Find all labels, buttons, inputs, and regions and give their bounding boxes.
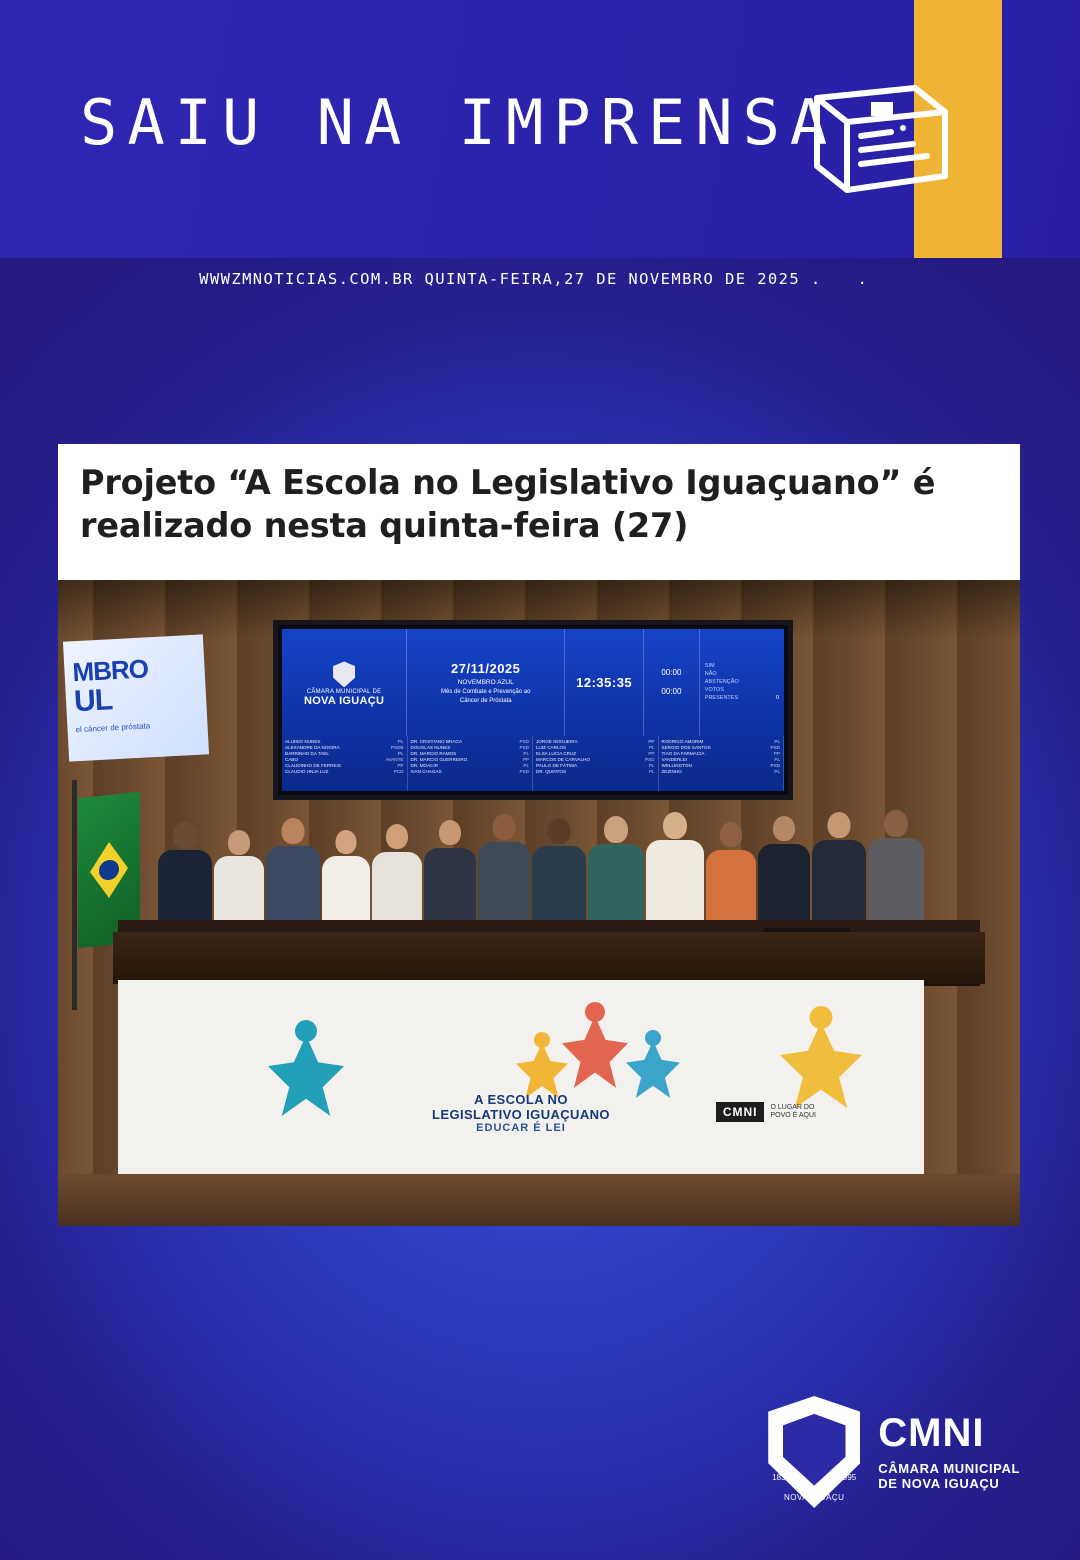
footer-logo — [768, 1396, 1020, 1508]
rollcall-party: PSD — [770, 744, 780, 750]
vote-row — [705, 687, 779, 693]
plenary-display — [273, 620, 793, 800]
banner-figure-teal — [268, 1020, 344, 1116]
vote-row — [705, 671, 779, 677]
vote-label: ABSTENÇÃO — [704, 679, 739, 686]
person-head — [604, 816, 628, 843]
display-campaign-line1: NOVEMBRO AZUL — [457, 678, 514, 686]
vote-row — [705, 663, 779, 669]
vote-value: 0 — [775, 695, 779, 702]
cmni-slogan — [770, 1104, 816, 1120]
banner-figure-red — [562, 1002, 628, 1088]
person-head — [282, 818, 305, 844]
source-text: WWWZMNOTICIAS.COM.BR QUINTA-FEIRA,27 DE NOVEMBRO DE 2025 — [199, 270, 801, 288]
rollcall-name: LUIZ CARLOS — [536, 744, 567, 750]
rollcall-name: DOUGLAS NUNES — [410, 744, 451, 750]
display-clock: 12:35:35 — [576, 674, 633, 690]
person-head — [828, 812, 851, 838]
display-city-big: NOVA IGUAÇU — [303, 695, 385, 708]
rollcall-name: VANDERLEI — [661, 757, 688, 763]
rollcall-party: PP — [648, 738, 655, 744]
rollcall-party: PP — [397, 763, 404, 769]
crest-city-name: NOVA IGUAÇU — [783, 1493, 845, 1502]
banner-figure-blue — [626, 1030, 680, 1098]
photo-floor — [58, 1174, 1020, 1226]
footer-wordmark-main: CMNI — [878, 1411, 985, 1455]
person-head — [773, 816, 795, 841]
sign-line-1: MBRO — [71, 653, 149, 688]
rollcall-name: CABO — [285, 757, 299, 763]
rollcall-name: ALUISIO NUNES — [285, 738, 321, 744]
rollcall-party: PSD — [645, 757, 655, 763]
rollcall-name: SERGIO DOS SANTOS — [661, 744, 711, 750]
rollcall-party: PSD — [519, 744, 529, 750]
rollcall-name: ZEZINHO — [661, 769, 682, 775]
display-votes-block — [700, 629, 784, 736]
banner-line-3: EDUCAR É LEI — [476, 1122, 566, 1134]
rollcall-name: DR. CRISTIANO BRAGA — [410, 738, 463, 744]
display-campaign-line2: Mês de Combate e Prevenção ao — [441, 688, 531, 695]
person-head — [548, 818, 571, 844]
event-banner — [118, 980, 924, 1176]
display-timers-block — [644, 629, 700, 736]
display-campaign-line3: Câncer de Próstata — [459, 697, 512, 704]
rollcall-name: DR. MARCIO GUERREIRO — [410, 757, 468, 763]
rollcall-name: CLAUDINHO DE FERREIS — [285, 763, 341, 769]
source-line — [0, 270, 1080, 288]
rollcall-party: PP — [648, 750, 655, 756]
rollcall-party: PL — [523, 763, 529, 769]
vote-label: NÃO — [704, 671, 717, 678]
vote-row — [705, 695, 779, 701]
rollcall-name: DR. MOACIR — [410, 763, 439, 769]
banner-cmni-logo — [716, 1102, 816, 1122]
rollcall-name: ELSA LUCIA CRUZ — [536, 750, 577, 756]
display-city-block — [282, 629, 407, 736]
rollcall-party: PL — [648, 744, 655, 750]
rollcall-party: PL — [648, 763, 655, 769]
person-head — [228, 830, 250, 855]
sign-line-3: el cáncer de próstata — [75, 721, 151, 735]
rollcall-party: PL — [648, 769, 655, 775]
cmni-slogan-line-1: O LUGAR DO — [770, 1103, 815, 1111]
rollcall-party: PP — [773, 750, 780, 756]
banner-text-block — [432, 1092, 610, 1134]
cmni-slogan-line-2: POVO É AQUI — [770, 1112, 816, 1119]
rollcall-name: DR. MARCIO RAMOS — [410, 750, 457, 756]
rollcall-party: PL — [774, 769, 780, 775]
rollcall-name: TIAO DA FARMACIA — [661, 750, 705, 756]
source-dots: . . — [810, 270, 881, 288]
person-head — [173, 822, 197, 849]
footer-wordmark — [878, 1413, 1020, 1491]
rollcall-party: PL — [397, 738, 404, 744]
banner-figure-gold — [780, 1006, 862, 1108]
rollcall-name: BARRINHO DA TAEL — [285, 750, 329, 756]
display-city-small: CÂMARA MUNICIPAL DE — [306, 689, 382, 696]
rollcall-party: PSD — [519, 769, 529, 775]
display-date-block — [407, 629, 565, 736]
rollcall-name: WELLINGTON — [661, 763, 692, 769]
vote-label: SIM — [704, 663, 715, 670]
crest-icon — [333, 661, 355, 687]
display-clock-block — [565, 629, 644, 736]
rollcall-name: DR. QUINTOS — [536, 769, 567, 775]
rollcall-name: CLAUDIO HNJA LUZ — [285, 769, 329, 775]
vote-row — [705, 679, 779, 685]
vote-label: VOTOS — [704, 687, 724, 694]
sign-line-2: UL — [73, 683, 113, 719]
headline-card — [58, 444, 1020, 580]
person-head — [663, 812, 687, 839]
banner-line-1: A ESCOLA NO — [474, 1092, 568, 1107]
footer-wordmark-sub1: CÂMARA MUNICIPAL — [878, 1461, 1020, 1476]
rollcall-party: PL — [774, 738, 780, 744]
rollcall-name: RODRIGO AMORIM — [661, 738, 704, 744]
person-head — [884, 810, 908, 837]
rollcall-name: IVAN CHAGAS — [410, 769, 442, 775]
novembro-azul-sign — [63, 634, 209, 761]
cmni-wordmark: CMNI — [716, 1102, 765, 1122]
person-head — [386, 824, 408, 849]
rollcall-party: PL — [774, 757, 780, 763]
rollcall-party: PCD — [393, 769, 404, 775]
banner-line-2: LEGISLATIVO IGUAÇUANO — [432, 1107, 610, 1122]
rollcall-party: PL — [397, 750, 404, 756]
person-head — [493, 814, 516, 840]
person-head — [439, 820, 461, 845]
rollcall-party: PSDB — [390, 744, 404, 750]
article-headline: Projeto “A Escola no Legislativo Iguaçuano” é realizado nesta quinta-feira (27) — [80, 463, 936, 545]
newspaper-icon — [795, 72, 970, 202]
crest-year-left: 1833 — [772, 1473, 791, 1482]
vote-label: PRESENTES — [704, 695, 739, 702]
banner-figure-yellow — [516, 1032, 568, 1098]
page-title: SAIU NA IMPRENSA — [80, 86, 838, 159]
display-date: 27/11/2025 — [451, 660, 521, 676]
rollcall-name: ALEXANDRE DA NOGIRA — [285, 744, 340, 750]
header-band — [0, 0, 1080, 258]
display-timer-1: 00:00 — [661, 668, 682, 678]
coat-of-arms-icon — [768, 1396, 860, 1508]
flag-pole — [72, 780, 77, 1010]
rollcall-party: PSD — [519, 738, 529, 744]
rollcall-name: JORGE NOGUEIRA — [536, 738, 578, 744]
rollcall-party: PP — [522, 757, 529, 763]
plenary-display-screen — [282, 629, 784, 791]
desk-front-panel — [113, 932, 985, 984]
rollcall-party: AVANTE — [385, 757, 404, 763]
rollcall-party: PSD — [770, 763, 780, 769]
footer-wordmark-sub2: DE NOVA IGUAÇU — [878, 1476, 1000, 1491]
rollcall-party: PL — [523, 750, 529, 756]
person-head — [720, 822, 742, 847]
display-top-row — [282, 629, 784, 736]
rollcall-name: PAULO DE FÁTIMA — [536, 763, 578, 769]
rollcall-name: MARCOS DE CARVALHO — [536, 757, 590, 763]
person-head — [336, 830, 357, 854]
article-photo — [58, 580, 1020, 1226]
crest-year-right: 1995 — [838, 1473, 857, 1482]
display-timer-2: 00:00 — [661, 687, 682, 697]
